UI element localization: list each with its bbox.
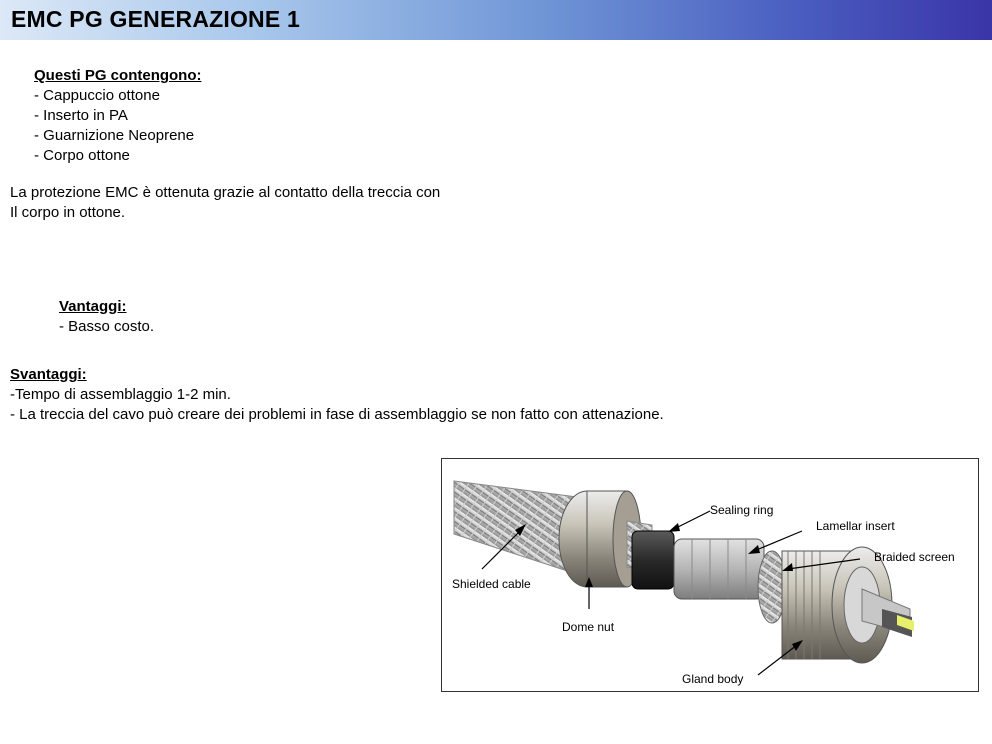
advantages-section <box>59 297 154 337</box>
contents-item: - Inserto in PA <box>34 107 128 124</box>
disadvantages-heading: Svantaggi: <box>10 366 87 383</box>
contents-item: - Corpo ottone <box>34 147 130 164</box>
cable-gland-figure <box>441 458 979 692</box>
cable-gland-illustration <box>442 459 979 692</box>
label-braided-screen: Braided screen <box>874 550 955 564</box>
description-line: La protezione EMC è ottenuta grazie al contatto della treccia con <box>10 184 441 201</box>
contents-item: - Guarnizione Neoprene <box>34 127 195 144</box>
contents-item: - Cappuccio ottone <box>34 87 160 104</box>
label-gland-body: Gland body <box>682 672 744 686</box>
description-line: Il corpo in ottone. <box>10 204 126 221</box>
label-shielded-cable: Shielded cable <box>452 577 531 591</box>
title-bar <box>0 0 992 40</box>
advantages-item: - Basso costo. <box>59 318 155 335</box>
label-sealing-ring: Sealing ring <box>710 503 774 517</box>
label-lamellar-insert: Lamellar insert <box>816 519 895 533</box>
gland-body-shape <box>782 547 914 663</box>
contents-section <box>34 66 202 166</box>
contents-heading: Questi PG contengono: <box>34 67 202 84</box>
sealing-ring-shape <box>632 531 674 589</box>
disadvantages-item: - La treccia del cavo può creare dei problemi in fase di assemblaggio se non fatto con attenazione. <box>10 406 664 423</box>
disadvantages-item: -Tempo di assemblaggio 1-2 min. <box>10 386 231 403</box>
lamellar-insert-shape <box>674 539 764 599</box>
disadvantages-section <box>10 365 664 425</box>
slide-title: EMC PG GENERAZIONE 1 <box>11 6 300 32</box>
advantages-heading: Vantaggi: <box>59 298 127 315</box>
description-section <box>10 183 440 223</box>
label-dome-nut: Dome nut <box>562 620 615 634</box>
